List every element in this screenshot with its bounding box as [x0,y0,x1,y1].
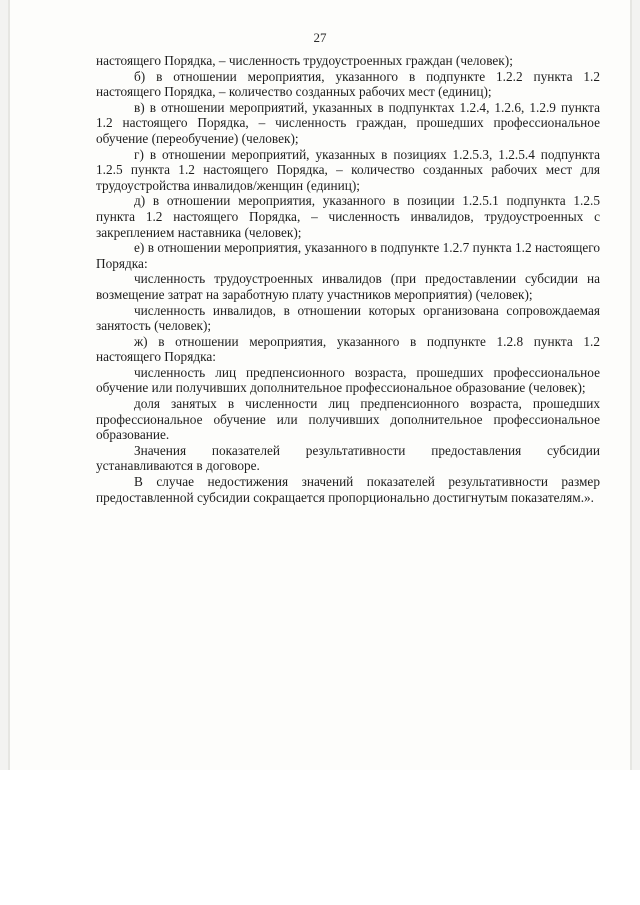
paragraph-item-e: е) в отношении мероприятия, указанного в подпункте 1.2.7 пункта 1.2 настоящего Порядка: [96,240,600,271]
page-number: 27 [313,30,327,45]
paragraph-subsidy-reduction: В случае недостижения значений показателей результативности размер предоставленной субсидии сокращается пропорционально достигнутым показателям.». [96,474,600,505]
paragraph-item-g: г) в отношении мероприятий, указанных в позициях 1.2.5.3, 1.2.5.4 подпункта 1.2.5 пункта 1.2 настоящего Порядка, – количество созданных рабочих мест для трудоустройства инвалидов/женщин (единиц); [96,146,600,193]
paragraph-indicator-values: Значения показателей результативности предоставления субсидии устанавливаются в договоре. [96,442,600,474]
paragraph-item-d: д) в отношении мероприятия, указанного в позиции 1.2.5.1 подпункта 1.2.5 пункта 1.2 настоящего Порядка, – численность инвалидов, трудоустроенных с закреплением наставника (человек); [96,193,600,240]
paragraph-continuation: настоящего Порядка, – численность трудоустроенных граждан (человек); [96,53,513,68]
paragraph-item-zh-indicator-1: численность лиц предпенсионного возраста, прошедших профессиональное обучение или получивших дополнительное профессиональное образование (человек); [96,364,600,396]
document-body [96,53,600,505]
paragraph-item-zh-indicator-2: доля занятых в численности лиц предпенсионного возраста, прошедших профессиональное обучение или получивших дополнительное профессиональное образование. [96,396,600,443]
paragraph-item-v: в) в отношении мероприятий, указанных в подпунктах 1.2.4, 1.2.6, 1.2.9 пункта 1.2 настоящего Порядка, – численность граждан, прошедших профессиональное обучение (переобучение) (человек); [96,99,600,146]
paragraph-item-e-indicator-2: численность инвалидов, в отношении которых организована сопровождаемая занятость (человек); [96,302,600,334]
paragraph-item-e-indicator-1: численность трудоустроенных инвалидов (при предоставлении субсидии на возмещение затрат на заработную плату участников мероприятия) (человек); [96,271,600,302]
paragraph-item-b: б) в отношении мероприятия, указанного в подпункте 1.2.2 пункта 1.2 настоящего Порядка, – количество созданных рабочих мест (единиц); [96,68,600,100]
paragraph-item-zh: ж) в отношении мероприятия, указанного в подпункте 1.2.8 пункта 1.2 настоящего Порядка: [96,333,600,365]
